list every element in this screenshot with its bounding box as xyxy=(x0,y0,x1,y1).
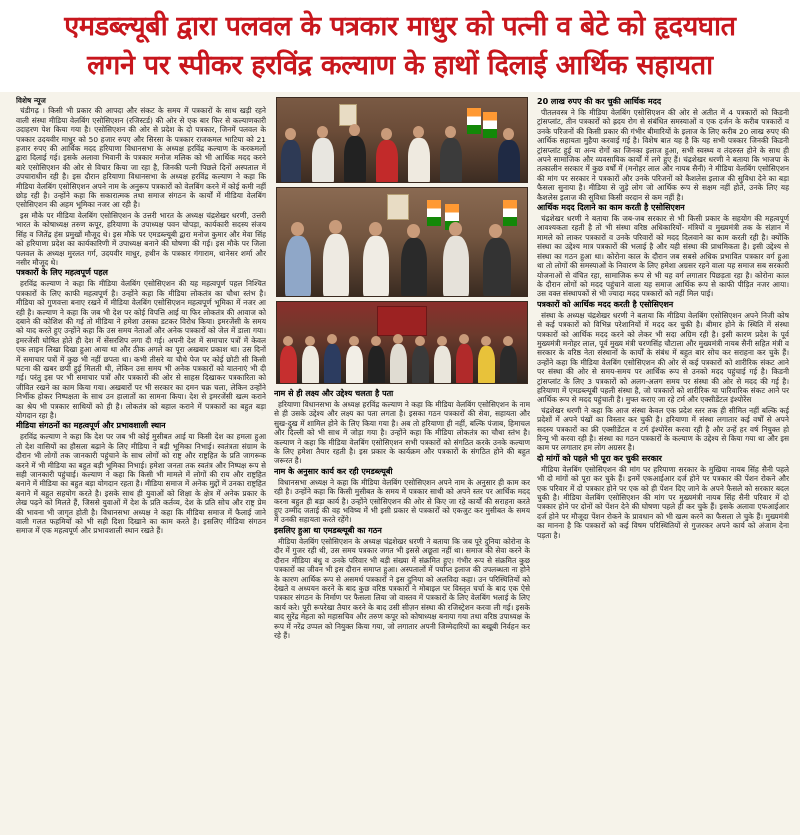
portrait-frame xyxy=(339,104,357,126)
paragraph: पीतलवस्त्र ने कि मीडिया वेलबिंग एसोसिएशन की ओर से अतीत में 4 पत्रकारों को किडनी ट्रांसप्लांट, तीन पत्रकारों को ह्रदय रोग से संबंधित समस्याओं व एक दर्जन के करीब पत्रकारों व उनके परिजनों की किसी प्रकार की गंभीर बीमारियों के इलाज के लिए करीब 20 लाख रुपए की आर्थिक सहायता मुहैया करवाई गई है। विशेष बात यह है कि यह सभी पत्रकार जिनकी किडनी ट्रांसप्लांट हुई या अन्य रोगों का जिनका इलाज हुआ, सभी स्वस्थ्य व तंदरुस्त होने के साथ ही अपने सामाजिक और व्यवसायिक कार्यों में लगे हुए हैं। चंद्रशेखर धरणी ने बताया कि भाजपा के तत्कालीन सरकार में कुछ वर्षों में (मनोहर लाल और नायब सैनी) ने मीडिया वेलबिंग एसोसिएशन की मांग पर सरकार ने पत्रकारों और उनके परिजनों को कैशलेस इलाज की सुविधा देने का बड़ा फैसला सुनाया है। मीडिया से जुड़े लोग जो आर्थिक रूप से सक्षम नहीं होते, उनके लिए यह कैशलेस इलाज की सुविधा किसी वरदान से कम नहीं है। xyxy=(537,108,789,202)
ceremony-photo-1 xyxy=(276,97,528,183)
byline: विशेष न्यूज xyxy=(16,96,46,105)
headline-line-2: लगने पर स्पीकर हरविंद्र कल्याण के हाथों दिलाई आर्थिक सहायता xyxy=(87,50,713,81)
paragraph: हरविंद्र कल्याण ने कहा कि देश पर जब भी कोई मुसीबत आई या किसी देश का हमला हुआ तो देश वासियों का हौसला बढ़ाने के लिए मीडिया ने बड़ी भूमिका निभाई। स्वतंत्रता संग्राम के दौरान भी लोगों तक जानकारी पहुंचाने के साथ लोगों को राष्ट्र और राष्ट्रहित के प्रति जागरूक करने में भी मीडिया का बहुत बड़ी भूमिका निभाई। हमेशा जनता तक स्वतंत्र और निष्पक्ष रूप से सही जानकारी पहुंचाई। कल्याण ने कहा कि किसी भी मामले में लोगों की राय और राष्ट्रहित बनाने में मीडिया का बहुत बड़ा योगदान रहता है। मीडिया समाज में अनेक मुद्दों में उनका राष्ट्रहित बनाने में बहुत सहयोग करते है। इसके साथ ही युवाओं को शिक्षा के क्षेत्र में अनेक प्रकार के लेख पढ़ने को मिलते हैं, जिससे युवाओं में देश के प्रति कर्तव्य, देश के प्रति सोच और राष्ट्र प्रेम की भावना भी जागृत होती है। विधानसभा अध्यक्ष ने कहा कि मीडिया समाज में फैलाई जाने वाली गलत फहमियों को भी सही दिशा दिखाने का काम करते है। इसलिए मीडिया संगठन समाज में एक महत्वपूर्ण और प्रभावशाली स्थान रखते हैं। xyxy=(16,432,266,536)
paragraph: इस मौके पर मीडिया वेलबिंग एसोसिएशन के उत्तरी भारत के अध्यक्ष चंद्रशेखर धरणी, उत्तरी भारत के कोषाध्यक्ष तरुण कपूर, हरियाणा के उपाध्यक्ष पवन चोपड़ा, कार्यकारी सदस्य संजय सिंह व जितेंद्र हंस प्रमुखों मौजूद थे। इस मौके पर एमडब्ल्यूबी द्वारा मनोज कुमार और मेवा सिंह को हरियाणा प्रदेश का कार्यकारिणी में उपाध्यक्ष बनाने की घोषणा की गई। इस मौके पर जिला पलवल के अध्यक्ष मुरलत गर्ग, उदयवीर माधुर, हथीन के पत्रकार गंगाराम, थानेसर शर्मा और नसीर मौजूद थे। xyxy=(16,210,266,267)
banner xyxy=(377,306,427,336)
article-column-2 xyxy=(274,388,530,829)
subheading: आर्थिक मदद दिलाने का काम करती है एसोसिएशन xyxy=(537,203,685,213)
subheading: दो मांगों को पहले भी पूरा कर चुकी सरकार xyxy=(537,453,662,463)
subheading: नाम से ही लक्ष्य और उद्देश्य चलता है पता xyxy=(274,389,394,398)
paragraph: चंडीगढ़ । किसी भी प्रकार की आपदा और संकट के समय में पत्रकारों के साथ खड़ी रहने वाली संस्था मीडिया वेलबिंग एसोसिएशन (रजिस्टर्ड) की ओर से एक बार फिर से कल्याणकारी उदाहरण पेश किया गया है। एसोसिएशन की ओर से प्रदेश के दो पत्रकार, जिनमें पलवल के पत्रकार उदयवीर माधुर को 50 हजार रुपए और सिरसा के पत्रकार राजकमल भाटिया को 21 हजार रुपए की आर्थिक मदद हरियाणा विधानसभा के अध्यक्ष हरविंद्र कल्याण के करकमलों द्वारा दिलाई गई। इसके अलावा भिवानी के पत्रकार मनोज मलिक को भी आर्थिक मदद करने बारे एसोसिएशन की ओर से विचार किया जा रहा है, जिनकी पत्नी पिछले दिनों अस्पताल में उपचाराधीन रही है। इस दौरान हरियाणा विधानसभा के अध्यक्ष हरविंद्र कल्याण ने कहा कि मीडिया वेलबिंग एसोसिएशन अपने नाम के अनुरूप पत्रकारों को वेलबिंग करने में कोई कमी नहीं छोड़ रही है। उन्होंने कहा कि सकारात्मक तथा समाज संगठन के कार्यों में मीडिया वेलबिंग एसोसिएशन की अहम भूमिका नजर आ रही है। xyxy=(16,106,266,210)
article-column-1 xyxy=(16,96,266,829)
headline xyxy=(0,0,800,92)
paragraph: विधानसभा अध्यक्ष ने कहा कि मीडिया वेलबिंग एसोसिएशन अपने नाम के अनुसार ही काम कर रही है। उन्होंने कहा कि किसी मुसीबत के समय में पत्रकार साथी को अपने स्तर पर आर्थिक मदद करना बहुत ही बड़ा कार्य है। उन्होंने एसोसिएशन की ओर से किए जा रहे कार्यों की सराहना करते हुए उम्मीद जताई की वह भविष्य में भी इसी प्रकार से पत्रकारों को एकजुट कर मुसीबत के समय में उनकी सहायता करते रहेंगे। xyxy=(274,477,530,525)
portrait-frame xyxy=(387,194,409,220)
paragraph: मीडिया वेलबिंग एसोसिएशन की मांग पर हरियाणा सरकार के मुखिया नायब सिंह सैनी पहले भी दो मांगों को पूरा कर चुके हैं। इनमें एकआईआर दर्ज होने पर पत्रकार की पेंशन रोकने और एक परिवार में दो पत्रकार होने पर एक को ही पेंशन दिए जाने के अपने फैसले को सरकार बदल चुकी है। मीडिया वेलबिंग एसोसिएशन की मांग पर मुख्यमंत्री नायब सिंह सैनी परिवार में दो पत्रकार होने पर दोनों को पेंशन देने की घोषणा पहले ही कर चुके हैं। इसके अलावा एफआईआर दर्ज होने पर मौजूदा पेंशन रोकने के प्रावधान को भी खत्म करने का फैसला ले चुके हैं। मुख्यमंत्री का मानना है कि पत्रकारों को कई विषम परिस्थितियों से गुजरकर अपने कार्य को अंजाम देना पड़ता है। xyxy=(537,464,789,540)
photo-strip xyxy=(276,97,528,384)
headline-line-1: एमडब्ल्यूबी द्वारा पलवल के पत्रकार माधुर को पत्नी व बेटे को हृदयघात xyxy=(64,11,736,42)
paragraph: हरविंद्र कल्याण ने कहा कि मीडिया वेलबिंग एसोसिएशन की यह महत्वपूर्ण पहल निश्चित पत्रकारों के लिए काफी महत्वपूर्ण है। उन्होंने कहा कि मीडिया लोकतंत्र का चौथा स्तंभ है। मीडिया को गुणवत्ता बनाए रखने में मीडिया वेलबिंग एसोसिएशन महत्वपूर्ण भूमिका में नजर आ रही है। कल्याण ने कहा कि जब भी देश पर कोई विपत्ति आई या फिर लोकतंत्र की आवाज को दबाने की कोशिश की गई तो मीडिया ने हमेशा उसका डटकर विरोध किया। इमरजेंसी के समय को याद करते हुए उन्होंने कहा कि उस समय नेताओं और अनेक पत्रकारों को जेल में डाला गया। इमरजेंसी घोषित होते ही देश में सेंसरशिप लगा दी गई। अपनी देश में समाचार पत्रों में केवल एक लाइन लिखा दिखा हुआ आया था और ठीक अगले का पूरा अखबार प्रकाश था। उस दिनों में समाचार पत्रों में कुछ भी नहीं छपता था। कभी तीसरे या चौथे पेज पर कोई छोटी सी किसी घटना की खबर छपी हुई मिलती थी, लेकिन उस समय भी अनेक पत्रकारों को यातनाएं भी दी गई। परंतु इस पर भी समाचार पत्रों और पत्रकारों की ओर से साहस दिखाकर पत्रकारिता को जीवित रखने का काम किया गया। अखबारों पर भी सरकार का दमन चक्र चला, लेकिन उन्होंने निर्भीक होकर निष्पक्षता के साथ उन हालातों का सामना किया। देश से इमरजेंसी खत्म कराने का श्रेय भी पत्रकार साथियों को ही है। लोकतंत्र को बहाल कराने में पत्रकारों का बहुत बड़ा योगदान रहा है। xyxy=(16,279,266,420)
flag-icon xyxy=(427,200,441,226)
paragraph: संस्था के अध्यक्ष चंद्रशेखर धरणी ने बताया कि मीडिया वेलबिंग एसोसिएशन अपने निजी कोष से कई पत्रकारों को विभिन्न परेशानियों में मदद कर चुकी है। बीमार होने के स्थिति में संस्था पत्रकारों को आर्थिक मदद करने को लेकर भी सदा अग्रिम रही है। इसी कारण प्रदेश के पूर्व मुख्यमंत्री मनोहर लाल, पूर्व मुख्य मंत्री चरणसिंह चौटाला और मुख्यमंत्री नायब सैनी सहित मंत्री व सरकार के वरिष्ठ नेता संस्थानों के कार्यों के संबंध में बहुत बार सोच कर सराहना कर चुके हैं। उन्होंने कहा कि मीडिया वेलबिंग एसोसिएशन की ओर से कई पत्रकारों को शारीरिक संकट आने पर संस्था की ओर से समय-समय पर आर्थिक रूप से उनको मदद पहुंचाई गई है। किडनी ट्रांसप्लांट के लिए 3 पत्रकारों को अलग-अलग समय पर संस्था की ओर से मदद की गई है। हरियाणा में एमडब्ल्यूबी पहली संस्था है, जो पत्रकारों को शारीरिक या पारिवारिक संकट आने पर आर्थिक रूप से मदद पहुंचाती है। मुफ्त कराए जा रहे टर्म और एक्सीडेंटल इंश्योरेंस xyxy=(537,310,789,405)
ceremony-photo-2 xyxy=(276,187,528,297)
subheading: पत्रकारों के लिए महत्वपूर्ण पहल xyxy=(16,268,108,278)
paragraph: चंद्रशेखर धरणी ने कहा कि आज संस्था केवल एक प्रदेश स्तर तक ही सीमित नहीं बल्कि कई प्रदेशों में अपने पंखों का विस्तार कर चुकी है। हरियाणा में संस्था लगातार कई वर्षों से अपने सदस्य पत्रकारों का फ्री एक्सीडेंटल व टर्म इंश्योरेंस करवा रही है और उन्हें हर वर्ष नियुक्त हो रिन्यू भी करवा रही है। संस्था का गठन पत्रकारों के कल्याण के उद्देश्य से किया गया था और इस काम पर लगातार हम लोग अग्रसर है। xyxy=(537,405,789,453)
subheading: नाम के अनुसार कार्य कर रही एमडब्ल्यूबी xyxy=(274,466,393,476)
paragraph: हरियाणा विधानसभा के अध्यक्ष हरविंद्र कल्याण ने कहा कि मीडिया वेलबिंग एसोसिएशन के नाम से ही उसके उद्देश्य और लक्ष्य का पता लगता है। इसका गठन पत्रकारों की सेवा, सहायता और सुख-दुख में शामिल होने के लिए किया गया है। अब तो हरियाणा ही नहीं, बल्कि पंजाब, हिमाचल और दिल्ली को भी साथ में जोड़ा गया है। उन्होंने कहा कि मीडिया लोकतंत्र का चौथा स्तंभ है। कल्याण ने कहा कि मीडिया वेलबिंग एसोसिएशन सभी पत्रकारों को संगठित करके उनके कल्याण के लिए हमेशा तैयार रहती है। इस प्रकार के कार्यक्रम और पत्रकारों के संगठित होने की बहुत जरूरत है। xyxy=(274,400,530,466)
subheading: 20 लाख रुपए की कर चुकी आर्थिक मदद xyxy=(537,97,662,106)
flag-icon xyxy=(503,200,517,226)
subheading: मीडिया संगठनों का महत्वपूर्ण और प्रभावशाली स्थान xyxy=(16,421,166,431)
paragraph: चंद्रशेखर धरणी ने बताया कि जब-जब सरकार से भी किसी प्रकार के सहयोग की महत्वपूर्ण आवश्यकता रहती है तो भी संस्था वरिष्ठ अधिकारियों- मंत्रियों व मुख्यमंत्री तक के संज्ञान में मामले को लाकर पत्रकारों व उनके परिवारों को मदद दिलवाने का काम करती रही है। क्योंकि संस्था का उद्देश्य मात्र पत्रकारों की भलाई है और यही संस्था की प्राथमिकता है। इसी उद्देश्य से संस्था का गठन हुआ था। कोरोना काल के दौरान जब सबसे अधिक प्रभावित पत्रकार वर्ग हुआ था तो लोगों की समस्याओं के निवारण के लिए हमेशा अग्रसर रहने वाला यह समाज सब सरकारी योजनाओं से वंचित रहा, सामाजिक रूप से भी यह वर्ग लगातार पिछड़ता रहा है। कोरोना काल के दौरान लोगों को मदद पहुंचाने वाला यह समाज आर्थिक रूप से काफी पीड़ित नजर आया। उस वक्त संस्थापकों से भी ज्यादा मदद पत्रकारों को नहीं मिल पाई। xyxy=(537,214,789,299)
subheading: इसलिए हुआ था एमडब्ल्यूबी का गठन xyxy=(274,525,382,535)
flag-icon xyxy=(467,108,481,134)
group-photo-3 xyxy=(276,301,528,384)
flag-icon xyxy=(483,112,497,138)
paragraph: मीडिया वेलबिंग एसोसिएशन के अध्यक्ष चंद्रशेखर धरणी ने बताया कि जब पूरे दुनिया कोरोना के दौर में गुजर रही थी, उस समय पत्रकार जगत भी इससे अछूता नहीं था। समाज की सेवा करने के दौरान मीडिया बंधु व उनके परिवार भी बड़ी संख्या में संक्रमित हुए। गंभीर रूप से संक्रमित कुछ पत्रकारों का जीवन भी इस दौरान समाप्त हुआ। अस्पतालों में पर्याप्त इलाज की उपलब्धता ना होने के कारण आर्थिक रूप से असमर्थ पत्रकारों ने इस दुनिया को अलविदा कहा। उन परिस्थितियों को देखते व अध्ययन करने के बाद कुछ वरिष्ठ पत्रकारों ने मोबाइल पर विस्तृत चर्चा के बाद एक ऐसे पत्रकार संगठन के निर्माण पर फैसला लिया जो वास्तव में पत्रकारों के लिए वेलबिंग भलाई के लिए कार्य करे। पूरी रूपरेखा तैयार करने के बाद उसी सीज़न संस्था की रजिस्ट्रेशन करवा ली गई। इसके बाद सुरेंद्र मेहता को महासचिव और तरुण कपूर को कोषाध्यक्ष बनाया गया तथा वरिष्ठ उपाध्यक्ष के रूप में नरेंद्र उप्पल को नियुक्त किया गया, जो लगातार अपनी जिम्मेदारियों का बखूबी निर्वहन कर रहे हैं। xyxy=(274,536,530,640)
article-column-3 xyxy=(537,96,789,829)
subheading: पत्रकारों को आर्थिक मदद करती है एसोसिएशन xyxy=(537,299,674,309)
